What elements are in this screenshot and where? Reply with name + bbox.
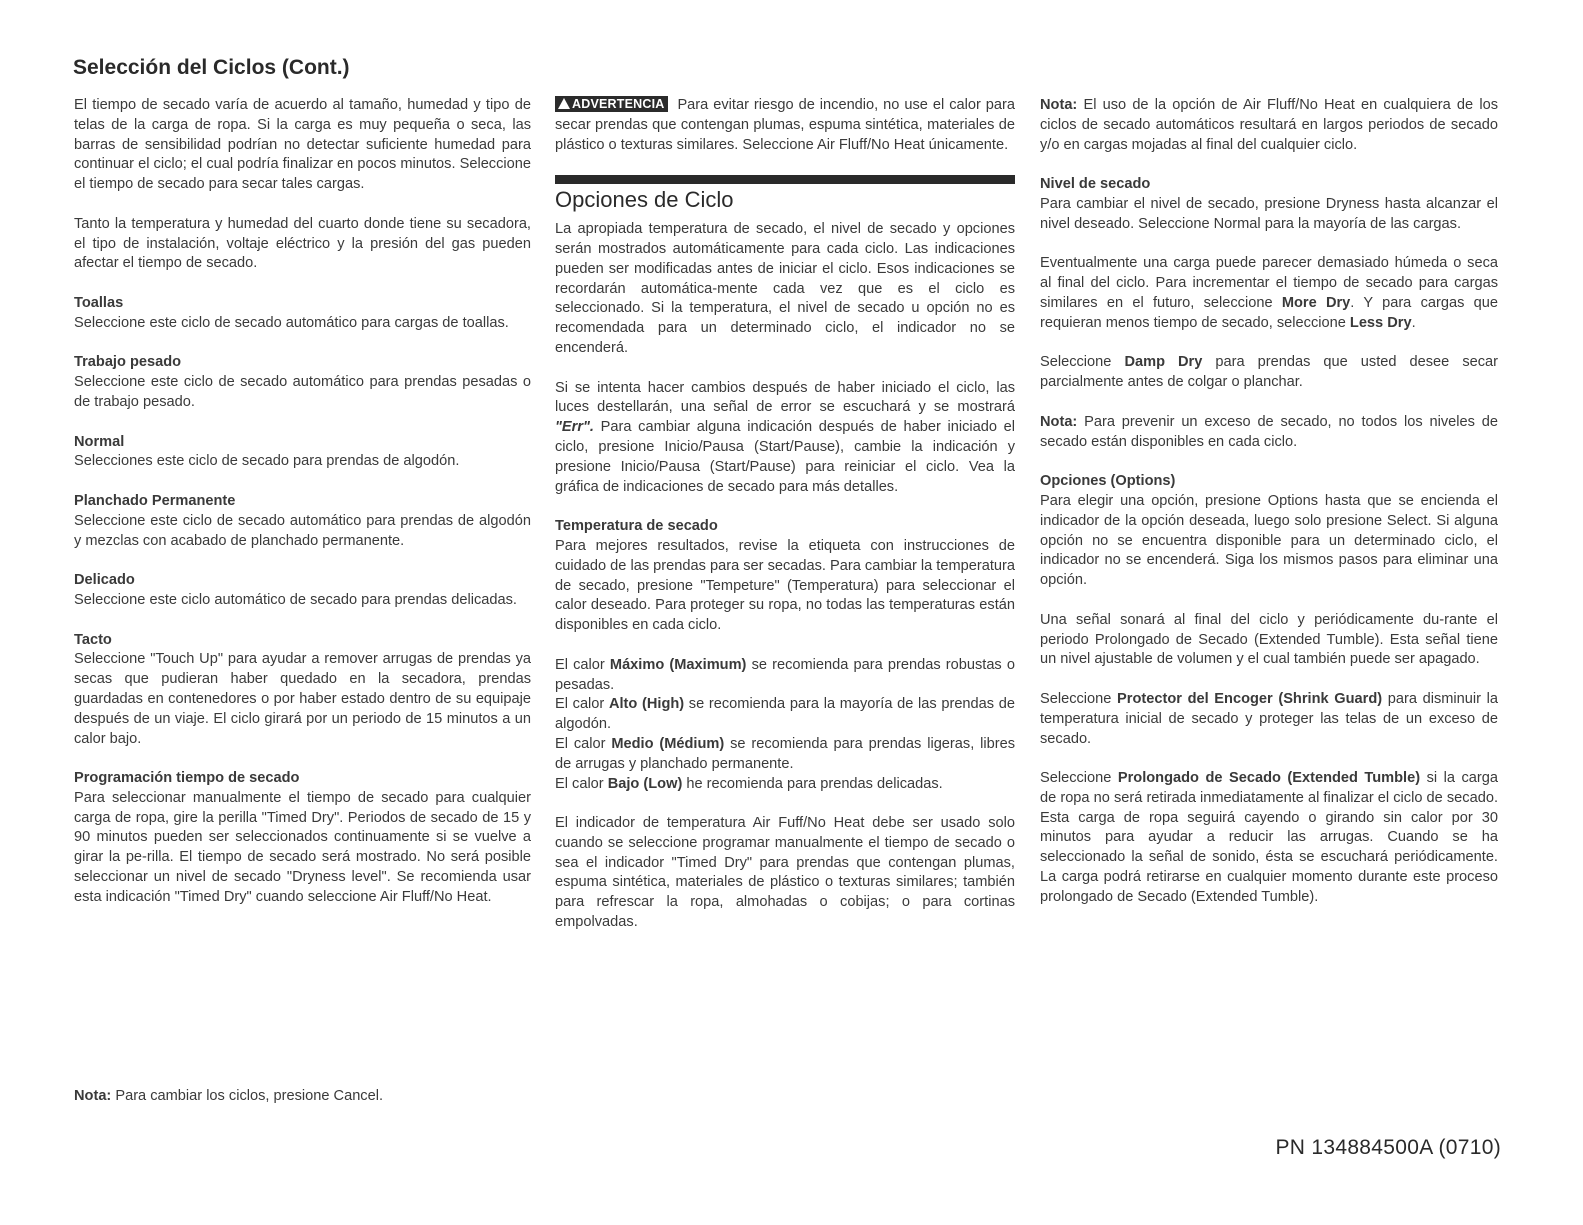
planchado-text: Seleccione este ciclo de secado automático para prendas de algodón y mezclas con acabado de planchado permanente. — [74, 512, 531, 549]
protector-paragraph — [1040, 690, 1498, 749]
medio-prefix: El calor — [555, 735, 612, 752]
cambios-text-a: Si se intenta hacer cambios después de haber iniciado el ciclo, las luces destellarán, una señal de error se escuchará y se mostrará — [555, 379, 1015, 416]
note-label: Nota: — [1040, 97, 1078, 113]
trabajo-pesado-text: Seleccione este ciclo de secado automático para prendas pesadas o de trabajo pesado. — [74, 374, 531, 410]
maximo-label: Máximo (Maximum) — [609, 656, 747, 673]
dryness-note — [1040, 413, 1498, 453]
section-title: Opciones de Ciclo — [555, 187, 734, 213]
airfluff-note — [1040, 96, 1498, 155]
nivel-heading: Nivel de secado — [1040, 176, 1151, 193]
cancel-note-label: Nota: — [74, 1088, 112, 1104]
extended-tumble-label: Prolongado de Secado (Extended Tumble) — [1117, 770, 1421, 787]
temperatura-heading: Temperatura de secado — [555, 518, 718, 535]
intro-paragraph: El tiempo de secado varía de acuerdo al tamaño, humedad y tipo de telas de la carga de ropa. Si la carga es muy pequeña o seca, las barras de sensibilidad podrían no detectar suficiente humedad para continuar el ciclo; el cual podría finalizar en pocos minutos. Seleccione el tiempo de secado para secar tales cargas. — [74, 97, 531, 193]
cancel-note-text: Para cambiar los ciclos, presione Cancel. — [111, 1088, 384, 1104]
eventual-text-b: . Y para cargas que requieran menos tiempo de secado, seleccione — [1040, 294, 1498, 331]
maximo-text: se recomienda para prendas robustas o pesadas. — [555, 656, 1015, 693]
bajo-line — [555, 775, 1015, 795]
temperatura-text: Para mejores resultados, revise la etiqueta con instrucciones de cuidado de las prendas para ser secadas. Para cambiar la temperatura de secado, presione "Tempeture" (Temperatura) para seleccionar el calor deseado. Para proteger su ropa, no todas las temperaturas están disponibles en cada ciclo. — [555, 537, 1015, 634]
eventual-text-c: . — [1411, 314, 1416, 331]
trabajo-pesado-heading: Trabajo pesado — [74, 354, 182, 371]
alto-prefix: El calor — [555, 696, 609, 713]
section-divider — [555, 175, 1015, 184]
maximo-prefix: El calor — [555, 656, 610, 673]
column-middle — [555, 96, 1015, 933]
note-text: El uso de la opción de Air Fluff/No Heat en cualquiera de los ciclos de secado automáticos resultará en largos periodos de secado y/o en cargas mojadas al final del cualquier ciclo. — [1040, 97, 1498, 153]
less-dry-label: Less Dry — [1349, 314, 1412, 331]
part-number: PN 134884500A (0710) — [1275, 1136, 1501, 1159]
eventual-paragraph — [1040, 254, 1498, 333]
maximo-line — [555, 656, 1015, 696]
airfluff-paragraph: El indicador de temperatura Air Fuff/No Heat debe ser usado solo cuando se seleccione programar manualmente el tiempo de secado o sea el indicador "Timed Dry" para prendas que contengan plumas, espuma sintética, materiales de plástico o texturas similares; también para refrescar la ropa, almohadas o cobijas; o para cortinas empolvadas. — [555, 815, 1015, 931]
warning-badge — [555, 96, 668, 112]
warning-badge-label: ADVERTENCIA — [572, 97, 665, 111]
medio-label: Medio (Médium) — [611, 735, 725, 752]
damp-dry-label: Damp Dry — [1124, 354, 1203, 371]
protector-prefix: Seleccione — [1040, 690, 1118, 707]
warning-text: Para evitar riesgo de incendio, no use el calor para secar prendas que contengan plumas, espuma sintética, materiales de plástico o texturas similares. Seleccione Air Fluff/No Heat únicamente. — [555, 97, 1015, 153]
alto-text: se recomienda para la mayoría de las prendas de algodón. — [555, 696, 1015, 733]
factors-paragraph: Tanto la temperatura y humedad del cuarto donde tiene su secadora, el tipo de instalación, voltaje eléctrico y la presión del gas pueden afectar el tiempo de secado. — [74, 215, 531, 272]
tacto-heading: Tacto — [74, 631, 112, 648]
tacto-text: Seleccione "Touch Up" para ayudar a remover arrugas de prendas ya secas que pudieran haber quedado en la secadora, prendas guardadas en contenedores o por haber estado dentro de su equipaje después de un viaje. El ciclo girará por un periodo de 15 minutos a un calor bajo. — [74, 651, 531, 747]
cancel-note — [74, 1087, 383, 1107]
senal-paragraph: Una señal sonará al final del ciclo y periódicamente du-rante el periodo Prolongado de Secado (Extended Tumble). Esta señal tiene un nivel ajustable de volumen y el cual también puede ser apagado. — [1040, 611, 1498, 668]
err-code: "Err". — [555, 419, 594, 436]
shrink-guard-label: Protector del Encoger (Shrink Guard) — [1117, 690, 1383, 707]
warning-paragraph — [555, 96, 1015, 155]
opciones-heading: Opciones (Options) — [1040, 473, 1176, 490]
programacion-text: Para seleccionar manualmente el tiempo de secado para cualquier carga de ropa, gire la perilla "Timed Dry". Periodos de secado de 15 y 90 minutos pueden ser seleccionados continuamente si se vuelve a girar la pe-rilla. El tiempo de secado será mostrado. No será posible seleccionar un nivel de secado "Dryness level". Se recomienda usar esta indicación "Timed Dry" cuando seleccione Air Fluff/No Heat. — [74, 789, 531, 905]
more-dry-label: More Dry — [1281, 294, 1351, 311]
toallas-heading: Toallas — [74, 294, 124, 311]
damp-text: para prendas que usted desee secar parcialmente antes de colgar o planchar. — [1040, 354, 1499, 391]
planchado-heading: Planchado Permanente — [74, 492, 236, 509]
alto-line — [555, 695, 1015, 735]
prolongado-text: si la carga de ropa no será retirada inmediatamente al finalizar el ciclo de secado. Esta carga de ropa seguirá cayendo o girando sin calor por 30 minutos para ayudar a reducir las arrugas. Cuando se ha seleccionado la señal de sonido, ésta se escuchará periódicamente. La carga podrá retirarse en cualquier momento durante este proceso prolongado de Secado (Extended Tumble). — [1040, 770, 1498, 905]
opciones-intro: La apropiada temperatura de secado, el nivel de secado y opciones serán mostrados automáticamente para cada ciclo. Las indicaciones pueden ser modificadas antes de iniciar el ciclo. Esos indicaciones se recordarán automática-mente cada vez que es el ciclo es seleccionado. Si la temperatura, el nivel de secado u opción no es recomendada para un determinado ciclo, el indicador no se encenderá. — [555, 221, 1015, 356]
note-label: Nota: — [1040, 413, 1078, 430]
opciones-text: Para elegir una opción, presione Options hasta que se encienda el indicador de la opción deseada, luego solo presione Select. Si alguna opción no se encuentra disponible para un determinado ciclo, el indicador no se encenderá. Siga los mismos pasos para eliminar una opción. — [1040, 492, 1498, 589]
cambios-paragraph — [555, 379, 1015, 498]
bajo-label: Bajo (Low) — [607, 775, 683, 792]
normal-heading: Normal — [74, 433, 125, 450]
alto-label: Alto (High) — [608, 696, 685, 713]
column-right — [1040, 96, 1498, 908]
toallas-text: Seleccione este ciclo de secado automático para cargas de toallas. — [74, 314, 509, 331]
delicado-heading: Delicado — [74, 572, 135, 589]
warning-triangle-icon — [558, 98, 570, 109]
prolongado-prefix: Seleccione — [1040, 770, 1118, 787]
medio-line — [555, 735, 1015, 775]
delicado-text: Seleccione este ciclo automático de secado para prendas delicadas. — [74, 591, 517, 608]
medio-text: se recomienda para prendas ligeras, libres de arrugas y planchado permanente. — [555, 735, 1015, 772]
nivel-text: Para cambiar el nivel de secado, presione Dryness hasta alcanzar el nivel deseado. Seleccione Normal para la mayoría de las cargas. — [1040, 195, 1498, 232]
page-title: Selección del Ciclos (Cont.) — [73, 56, 350, 79]
normal-text: Selecciones este ciclo de secado para prendas de algodón. — [74, 453, 460, 470]
damp-paragraph — [1040, 353, 1498, 393]
damp-prefix: Seleccione — [1040, 354, 1125, 371]
column-left — [74, 96, 531, 908]
prolongado-paragraph — [1040, 769, 1498, 908]
bajo-text: he recomienda para prendas delicadas. — [682, 775, 943, 792]
cambios-text-b: Para cambiar alguna indicación después de haber iniciado el ciclo, presione Inicio/Pausa (Start/Pause), cambie la indicación y presione Inicio/Pausa (Start/Pause) para reiniciar el ciclo. Vea la gráfica de indicaciones de secado para más detalles. — [555, 419, 1015, 495]
eventual-text-a: Eventualmente una carga puede parecer demasiado húmeda o seca al final del ciclo. Para incrementar el tiempo de secado para cargas similares en el futuro, seleccione — [1040, 255, 1498, 311]
protector-text: para disminuir la temperatura inicial de secado y proteger las telas de un exceso de secado. — [1040, 690, 1498, 747]
programacion-heading: Programación tiempo de secado — [74, 770, 300, 787]
bajo-prefix: El calor — [555, 775, 608, 792]
note-text: Para prevenir un exceso de secado, no todos los niveles de secado están disponibles en cada ciclo. — [1040, 413, 1498, 450]
